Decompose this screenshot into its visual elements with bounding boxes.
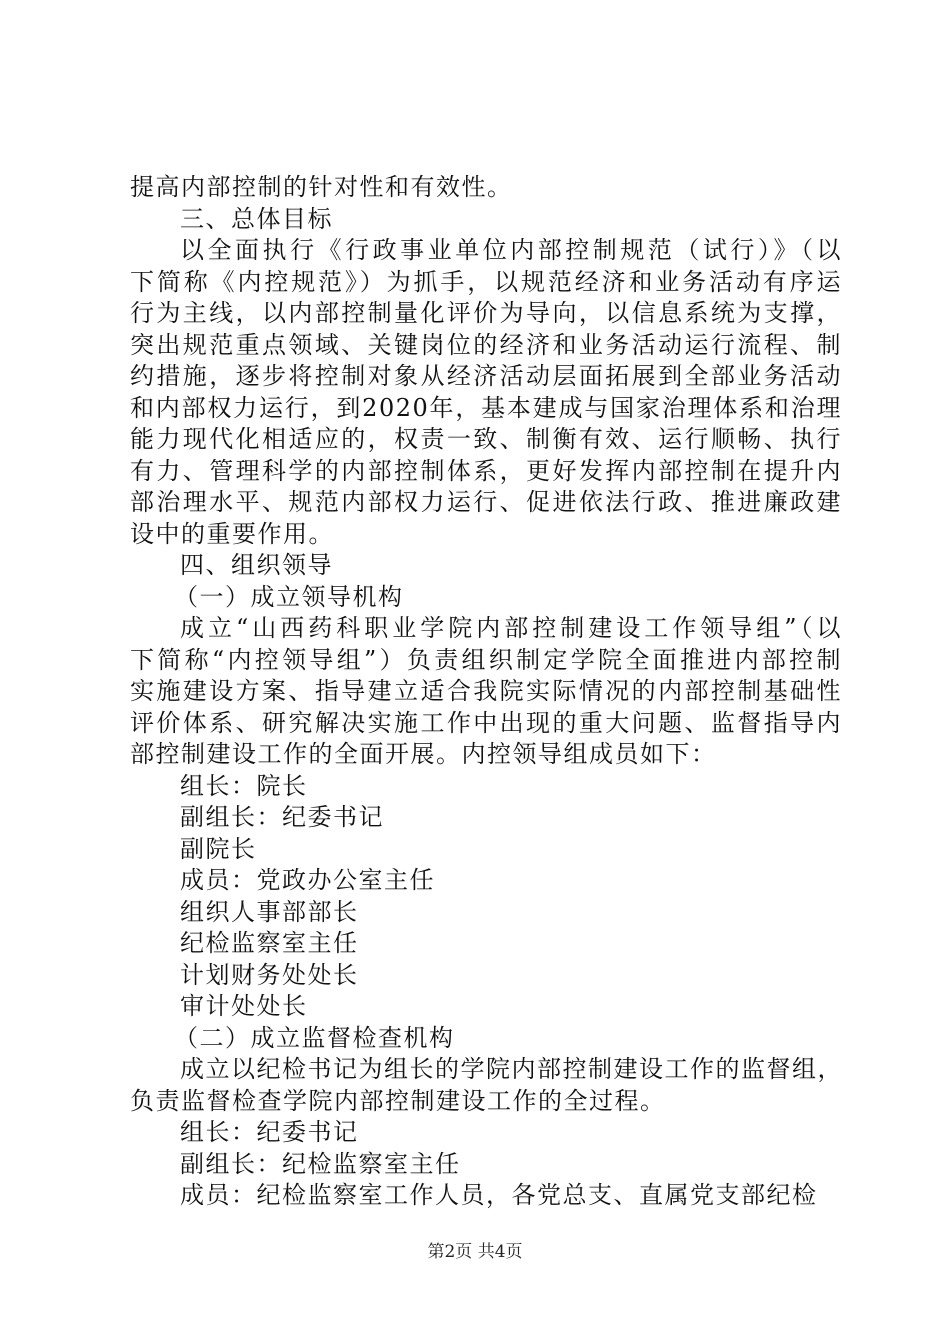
subsection-heading-leadership: （一）成立领导机构: [174, 582, 404, 611]
subsection-heading-supervision: （二）成立监督检查机构: [174, 1023, 455, 1052]
page-number-footer: 第2页 共4页: [427, 1242, 523, 1262]
member-line: 纪检监察室主任: [180, 929, 359, 957]
member-line: 副组长：纪检监察室主任: [180, 1149, 461, 1178]
paragraph-line: 部治理水平、规范内部权力运行、促进依法行政、推进廉政建: [130, 488, 842, 516]
member-line: 副组长：纪委书记: [180, 803, 384, 831]
member-line: 组长：纪委书记: [180, 1118, 359, 1146]
member-line: 成员：党政办公室主任: [180, 866, 435, 894]
paragraph-line: 评价体系、研究解决实施工作中出现的重大问题、监督指导内: [130, 708, 842, 737]
paragraph-line: 设中的重要作用。: [130, 519, 334, 548]
section-heading-goals: 三、总体目标: [180, 204, 333, 233]
member-line: 成员：纪检监察室工作人员，各党总支、直属党支部纪检: [180, 1181, 818, 1209]
paragraph-line: 下简称“内控领导组”）负责组织制定学院全面推进内部控制: [130, 645, 842, 674]
paragraph-line: 部控制建设工作的全面开展。内控领导组成员如下：: [130, 740, 717, 768]
paragraph-line: 负责监督检查学院内部控制建设工作的全过程。: [130, 1086, 666, 1115]
paragraph-line: 和内部权力运行，到2020年，基本建成与国家治理体系和治理: [130, 393, 842, 422]
paragraph-line: 成立“山西药科职业学院内部控制建设工作领导组”（以: [180, 614, 842, 642]
paragraph-line: 约措施，逐步将控制对象从经济活动层面拓展到全部业务活动: [130, 362, 842, 390]
paragraph-line: 有力、管理科学的内部控制体系，更好发挥内部控制在提升内: [130, 456, 842, 485]
member-line: 计划财务处处长: [180, 960, 359, 989]
member-line: 组织人事部部长: [180, 897, 359, 926]
member-line: 副院长: [180, 834, 257, 863]
paragraph-line: 提高内部控制的针对性和有效性。: [130, 173, 513, 201]
paragraph-line: 实施建设方案、指导建立适合我院实际情况的内部控制基础性: [130, 677, 842, 705]
paragraph-line: 行为主线，以内部控制量化评价为导向，以信息系统为支撑，: [130, 299, 842, 327]
member-line: 审计处处长: [180, 992, 308, 1020]
section-heading-organization: 四、组织领导: [180, 551, 333, 579]
paragraph-line: 以全面执行《行政事业单位内部控制规范（试行）》（以: [180, 236, 842, 264]
paragraph-line: 突出规范重点领域、关键岗位的经济和业务活动运行流程、制: [130, 330, 842, 359]
member-line: 组长：院长: [180, 771, 308, 800]
paragraph-line: 下简称《内控规范》）为抓手，以规范经济和业务活动有序运: [130, 267, 842, 296]
paragraph-line: 成立以纪检书记为组长的学院内部控制建设工作的监督组，: [180, 1055, 843, 1083]
paragraph-line: 能力现代化相适应的，权责一致、制衡有效、运行顺畅、执行: [130, 425, 842, 453]
document-body: [130, 172, 842, 1212]
